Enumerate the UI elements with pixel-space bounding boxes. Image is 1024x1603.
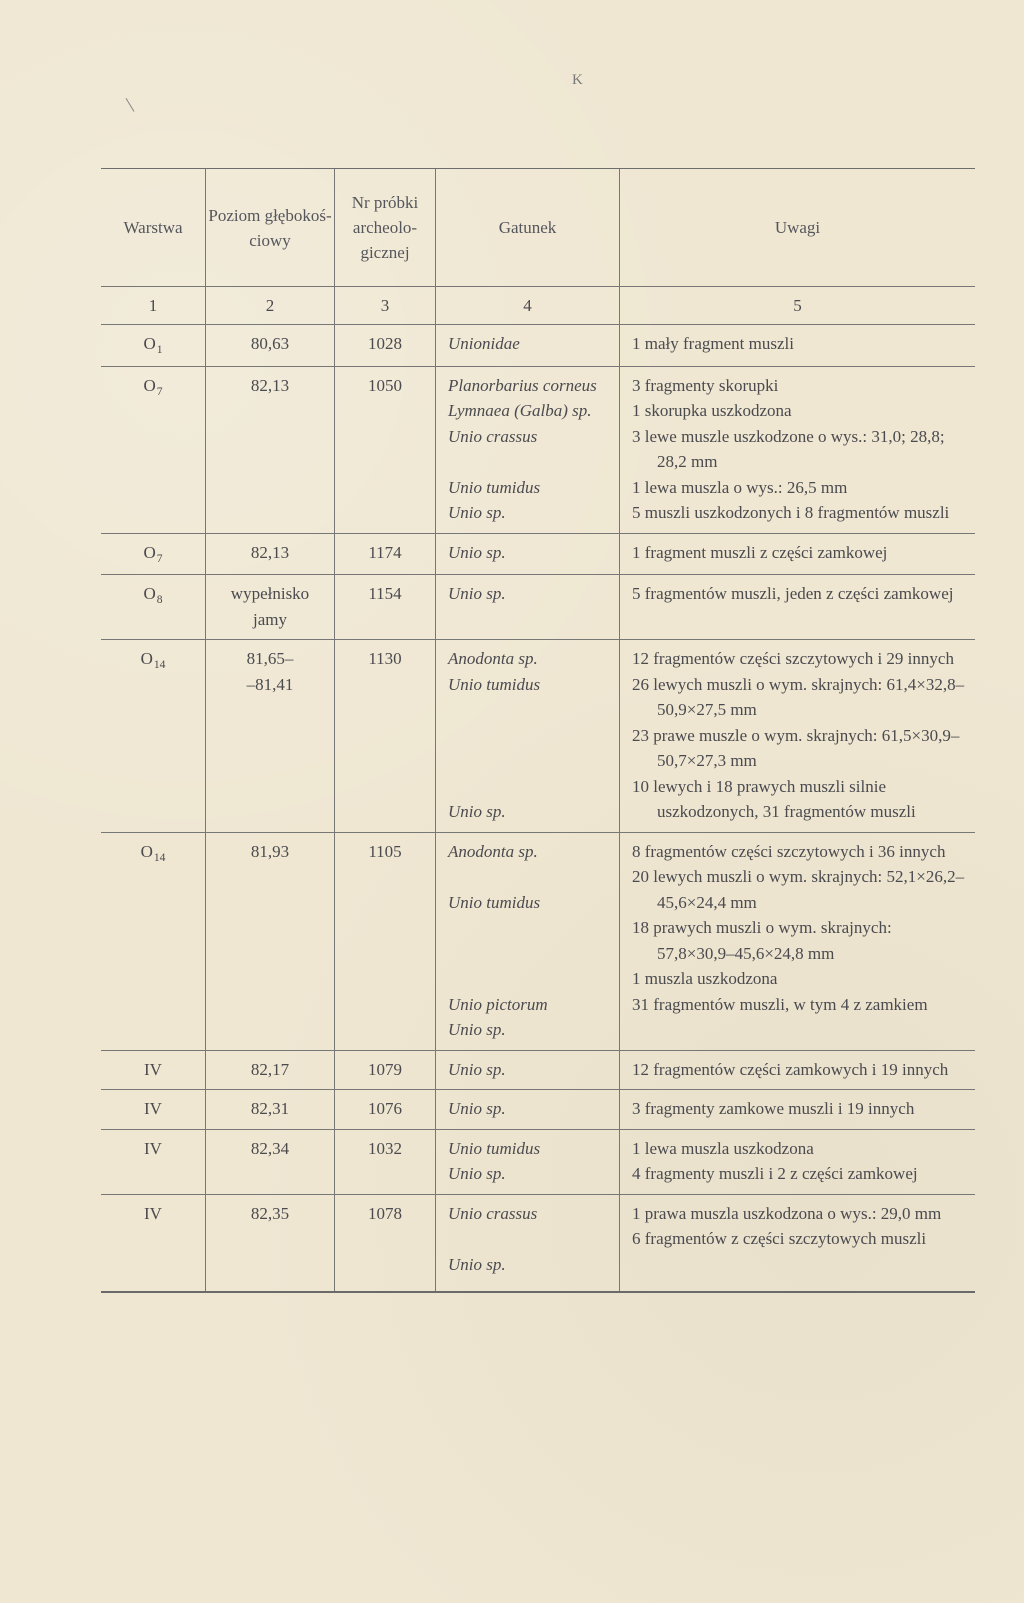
cell-notes (620, 1194, 976, 1292)
note-text: 20 lewych muszli o wym. skrajnych: 52,1×26,2–45,6×24,4 mm (632, 867, 965, 912)
species-name (448, 915, 619, 941)
species-name (448, 774, 619, 800)
layer-label: IV (144, 1099, 162, 1118)
cell-species (436, 533, 620, 575)
species-name: Unio sp. (448, 1059, 506, 1079)
cell-level (206, 533, 335, 575)
species-name: Anodonta sp. (448, 841, 538, 861)
layer-subscript: 1 (156, 343, 163, 356)
layer-subscript: 14 (153, 850, 166, 864)
note-text: 6 fragmentów z części szczytowych muszli (632, 1229, 927, 1248)
level-value: 81,93 (250, 841, 290, 861)
cell-sample-number: 1174 (335, 533, 436, 575)
header-uwagi: Uwagi (620, 169, 976, 287)
cell-layer (101, 1090, 206, 1130)
level-value: 82,13 (250, 542, 290, 562)
column-number: 5 (620, 287, 976, 325)
level-value: 82,17 (250, 1059, 290, 1079)
table-row (101, 1090, 975, 1130)
species-name: Unio tumidus (448, 674, 541, 694)
species-name: Unio crassus (448, 1203, 538, 1223)
species-name (448, 864, 619, 890)
column-number: 3 (335, 287, 436, 325)
table-header-row (101, 169, 975, 287)
header-nr-probki: Nr próbki archeolo-gicznej (335, 169, 436, 287)
level-value: 82,34 (250, 1138, 290, 1158)
layer-subscript: 8 (156, 593, 163, 606)
species-name: Unio sp. (448, 1020, 506, 1039)
cell-sample-number: 1154 (335, 575, 436, 640)
note-text: 12 fragmentów części szczytowych i 29 innych (632, 649, 954, 668)
header-gatunek: Gatunek (436, 169, 620, 287)
species-name (448, 966, 619, 992)
cell-level (206, 366, 335, 533)
species-name (448, 1226, 619, 1252)
cell-species (436, 640, 620, 833)
cell-layer (101, 1050, 206, 1090)
table-row (101, 533, 975, 575)
table-row (101, 1129, 975, 1194)
cell-layer (101, 832, 206, 1050)
level-value: 81,65– (246, 649, 294, 668)
page-mark: K (572, 72, 583, 88)
note-text: 1 mały fragment muszli (632, 334, 794, 353)
note-text: 31 fragmentów muszli, w tym 4 z zamkiem (632, 994, 928, 1014)
table-row (101, 325, 975, 367)
layer-subscript: 7 (156, 384, 163, 398)
mollusc-findings-table (101, 168, 975, 1293)
layer-label: O (143, 542, 156, 562)
cell-layer (101, 1129, 206, 1194)
species-name (448, 449, 619, 475)
table-row (101, 366, 975, 533)
column-number: 2 (206, 287, 335, 325)
cell-sample-number: 1076 (335, 1090, 436, 1130)
table-row (101, 832, 975, 1050)
column-number: 1 (101, 287, 206, 325)
level-value-continued: –81,41 (246, 674, 294, 694)
layer-label: O (143, 375, 156, 395)
note-text: 1 skorupka uszkodzona (632, 401, 792, 420)
cell-species (436, 1090, 620, 1130)
column-number-row (101, 287, 975, 325)
table-row (101, 640, 975, 833)
cell-level (206, 1050, 335, 1090)
note-text: 5 muszli uszkodzonych i 8 fragmentów muszli (632, 503, 950, 522)
species-name: Planorbarius corneus (448, 375, 597, 395)
header-warstwa: Warstwa (101, 169, 206, 287)
note-text: 3 fragmenty skorupki (632, 375, 779, 395)
cell-layer (101, 366, 206, 533)
cell-notes (620, 1090, 976, 1130)
level-value: 82,31 (250, 1099, 290, 1118)
cell-sample-number: 1130 (335, 640, 436, 833)
cell-sample-number: 1105 (335, 832, 436, 1050)
note-text: 1 fragment muszli z części zamkowej (632, 542, 888, 562)
cell-level (206, 575, 335, 640)
cell-sample-number: 1078 (335, 1194, 436, 1292)
cell-notes (620, 640, 976, 833)
cell-layer (101, 325, 206, 367)
species-name: Unio sp. (448, 584, 506, 603)
note-text: 18 prawych muszli o wym. skrajnych: 57,8×30,9–45,6×24,8 mm (632, 918, 892, 963)
cell-notes (620, 575, 976, 640)
level-value: 82,13 (250, 375, 290, 395)
species-name: Unio sp. (448, 1254, 506, 1274)
cell-sample-number: 1032 (335, 1129, 436, 1194)
species-name: Unio sp. (448, 802, 506, 821)
layer-label: IV (144, 1203, 162, 1223)
note-text: 1 lewa muszla o wys.: 26,5 mm (632, 477, 848, 497)
level-value: 80,63 (250, 334, 290, 353)
cell-species (436, 325, 620, 367)
cell-layer (101, 1194, 206, 1292)
layer-subscript: 14 (153, 658, 166, 671)
species-name: Unio tumidus (448, 892, 541, 912)
species-name (448, 697, 619, 723)
level-value: wypełnisko (230, 584, 310, 603)
cell-species (436, 1129, 620, 1194)
cell-species (436, 832, 620, 1050)
species-name: Unio sp. (448, 1099, 506, 1118)
species-name: Unio crassus (448, 426, 538, 446)
cell-sample-number: 1028 (335, 325, 436, 367)
note-text: 23 prawe muszle o wym. skrajnych: 61,5×30,9–50,7×27,3 mm (632, 725, 960, 770)
layer-subscript: 7 (156, 551, 163, 565)
cell-species (436, 366, 620, 533)
layer-label: IV (144, 1138, 162, 1158)
cell-notes (620, 533, 976, 575)
note-text: 10 lewych i 18 prawych muszli silnie uszkodzonych, 31 fragmentów muszli (632, 776, 916, 821)
species-name: Unio sp. (448, 1164, 506, 1183)
cell-notes (620, 1129, 976, 1194)
species-name: Anodonta sp. (448, 649, 538, 668)
cell-notes (620, 325, 976, 367)
cell-level (206, 1129, 335, 1194)
cell-species (436, 1050, 620, 1090)
species-name: Unio tumidus (448, 477, 541, 497)
cell-notes (620, 832, 976, 1050)
layer-label: IV (144, 1059, 162, 1079)
cell-level (206, 832, 335, 1050)
level-value: 82,35 (250, 1203, 290, 1223)
cell-level (206, 325, 335, 367)
species-name: Unio sp. (448, 503, 506, 522)
layer-label: O (143, 334, 156, 353)
cell-sample-number: 1079 (335, 1050, 436, 1090)
note-text: 5 fragmentów muszli, jeden z części zamkowej (632, 584, 954, 603)
species-name: Unio pictorum (448, 994, 548, 1014)
cell-level (206, 640, 335, 833)
header-poziom: Poziom głębokoś-ciowy (206, 169, 335, 287)
layer-label: O (140, 649, 153, 668)
note-text: 12 fragmentów części zamkowych i 19 innych (632, 1059, 949, 1079)
note-text: 8 fragmentów części szczytowych i 36 innych (632, 841, 946, 861)
species-name: Unio sp. (448, 542, 506, 562)
note-text: 26 lewych muszli o wym. skrajnych: 61,4×32,8–50,9×27,5 mm (632, 674, 965, 719)
table-row (101, 1050, 975, 1090)
cell-layer (101, 640, 206, 833)
page-stray-mark: \ (124, 91, 136, 118)
note-text: 1 lewa muszla uszkodzona (632, 1138, 814, 1158)
layer-label: O (143, 584, 156, 603)
species-name (448, 941, 619, 967)
column-number: 4 (436, 287, 620, 325)
note-text: 3 lewe muszle uszkodzone o wys.: 31,0; 28,8; 28,2 mm (632, 426, 945, 471)
cell-species (436, 575, 620, 640)
table-row (101, 1194, 975, 1292)
table-row (101, 575, 975, 640)
species-name (448, 723, 619, 749)
species-name: Lymnaea (Galba) sp. (448, 401, 592, 420)
cell-level (206, 1194, 335, 1292)
cell-notes (620, 1050, 976, 1090)
table-body (101, 325, 975, 1293)
cell-sample-number: 1050 (335, 366, 436, 533)
cell-notes (620, 366, 976, 533)
cell-level (206, 1090, 335, 1130)
species-name: Unio tumidus (448, 1138, 541, 1158)
level-value-continued: jamy (253, 609, 287, 629)
cell-layer (101, 533, 206, 575)
species-name (448, 748, 619, 774)
layer-label: O (140, 841, 153, 861)
note-text: 1 muszla uszkodzona (632, 969, 778, 988)
cell-layer (101, 575, 206, 640)
species-name: Unionidae (448, 334, 520, 353)
cell-species (436, 1194, 620, 1292)
note-text: 3 fragmenty zamkowe muszli i 19 innych (632, 1099, 915, 1118)
note-text: 1 prawa muszla uszkodzona o wys.: 29,0 mm (632, 1203, 942, 1223)
note-text: 4 fragmenty muszli i 2 z części zamkowej (632, 1164, 918, 1183)
